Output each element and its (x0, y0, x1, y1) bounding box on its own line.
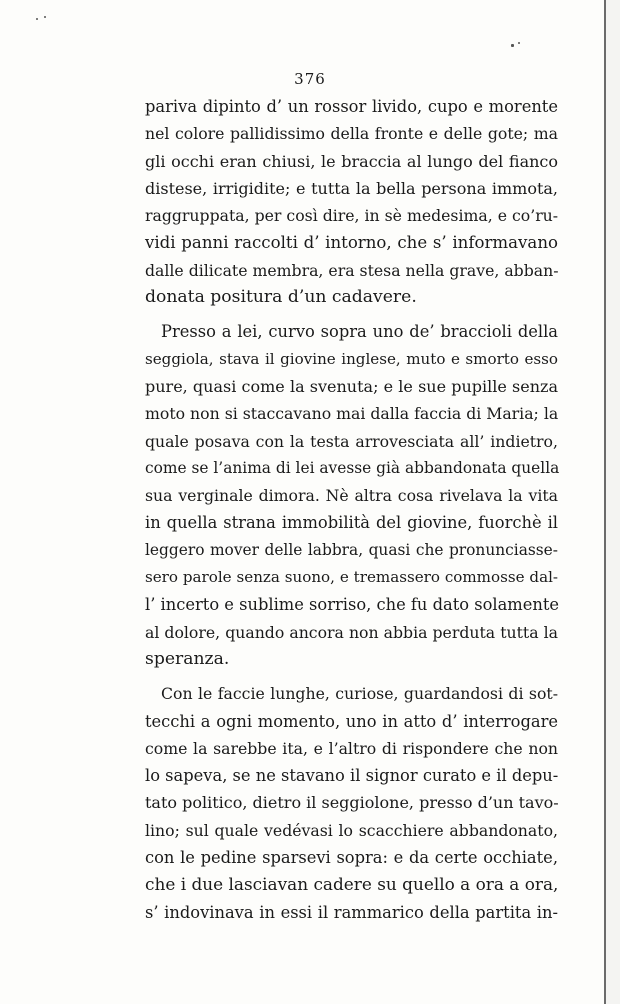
text-line: tato politico, dietro il seggiolone, presso d’un tavo- (145, 793, 559, 813)
paragraph-2 (145, 318, 558, 673)
paragraph-3 (145, 680, 558, 926)
text-line: come la sarebbe ita, e l’altro di rispondere che non (145, 738, 558, 758)
print-speck (518, 42, 520, 44)
text-line: distese, irrigidite; e tutta la bella persona immota, (145, 178, 558, 198)
text-line: Con le faccie lunghe, curiose, guardandosi di sot- (161, 684, 558, 704)
text-line: nel colore pallidissimo della fronte e delle gote; ma (145, 124, 558, 144)
text-line: che i due lasciavan cadere su quello a ora a ora, (145, 874, 559, 895)
page-edge-shadow (606, 0, 620, 1004)
text-line: vidi panni raccolti d’ intorno, che s’ informavano (145, 233, 558, 253)
body-text (145, 93, 558, 926)
text-line: gli occhi eran chiusi, le braccia al lungo del fianco (145, 151, 558, 171)
text-line: l’ incerto e sublime sorriso, che fu dato solamente (145, 595, 560, 615)
text-line: raggruppata, per così dire, in sè medesima, e co’ru- (145, 206, 559, 226)
text-line: leggero mover delle labbra, quasi che pronunciasse- (145, 540, 558, 559)
text-line: dalle dilicate membra, era stesa nella grave, abban- (145, 260, 559, 280)
text-line: con le pedine sparsevi sopra: e da certe occhiate, (145, 848, 558, 868)
text-line: pure, quasi come la svenuta; e le sue pupille senza (145, 376, 558, 396)
text-line: quale posava con la testa arrovesciata all’ indietro, (145, 431, 558, 451)
text-line: tecchi a ogni momento, uno in atto d’ interrogare (145, 711, 558, 731)
text-line: s’ indovinava in essi il rammarico della partita in- (145, 902, 558, 922)
text-line: come se l’anima di lei avesse già abbandonata quella (145, 458, 560, 477)
text-line: Presso a lei, curvo sopra uno de’ braccioli della (161, 322, 558, 342)
text-line: in quella strana immobilità del giovine, fuorchè il (145, 513, 558, 533)
text-line: seggiola, stava il giovine inglese, muto e smorto esso (145, 349, 558, 368)
print-speck (36, 18, 38, 20)
text-line: sero parole senza suono, e tremassero commosse dal- (145, 568, 558, 587)
text-line: al dolore, quando ancora non abbia perduta tutta la (145, 622, 558, 642)
page-number: 376 (294, 70, 326, 88)
page-edge-line (604, 0, 606, 1004)
text-line: sua verginale dimora. Nè altra cosa rivelava la vita (145, 486, 558, 506)
print-speck (44, 16, 46, 18)
text-line: pariva dipinto d’ un rossor livido, cupo e morente (145, 97, 558, 116)
text-line: speranza. (145, 648, 230, 669)
text-line: lino; sul quale vedévasi lo scacchiere abbandonato, (145, 820, 558, 840)
text-line: moto non si staccavano mai dalla faccia di Maria; la (145, 404, 559, 424)
paragraph-1 (145, 93, 558, 311)
text-line: donata positura d’un cadavere. (145, 287, 417, 308)
text-line: lo sapeva, se ne stavano il signor curato e il depu- (145, 766, 559, 786)
print-speck (511, 44, 514, 47)
